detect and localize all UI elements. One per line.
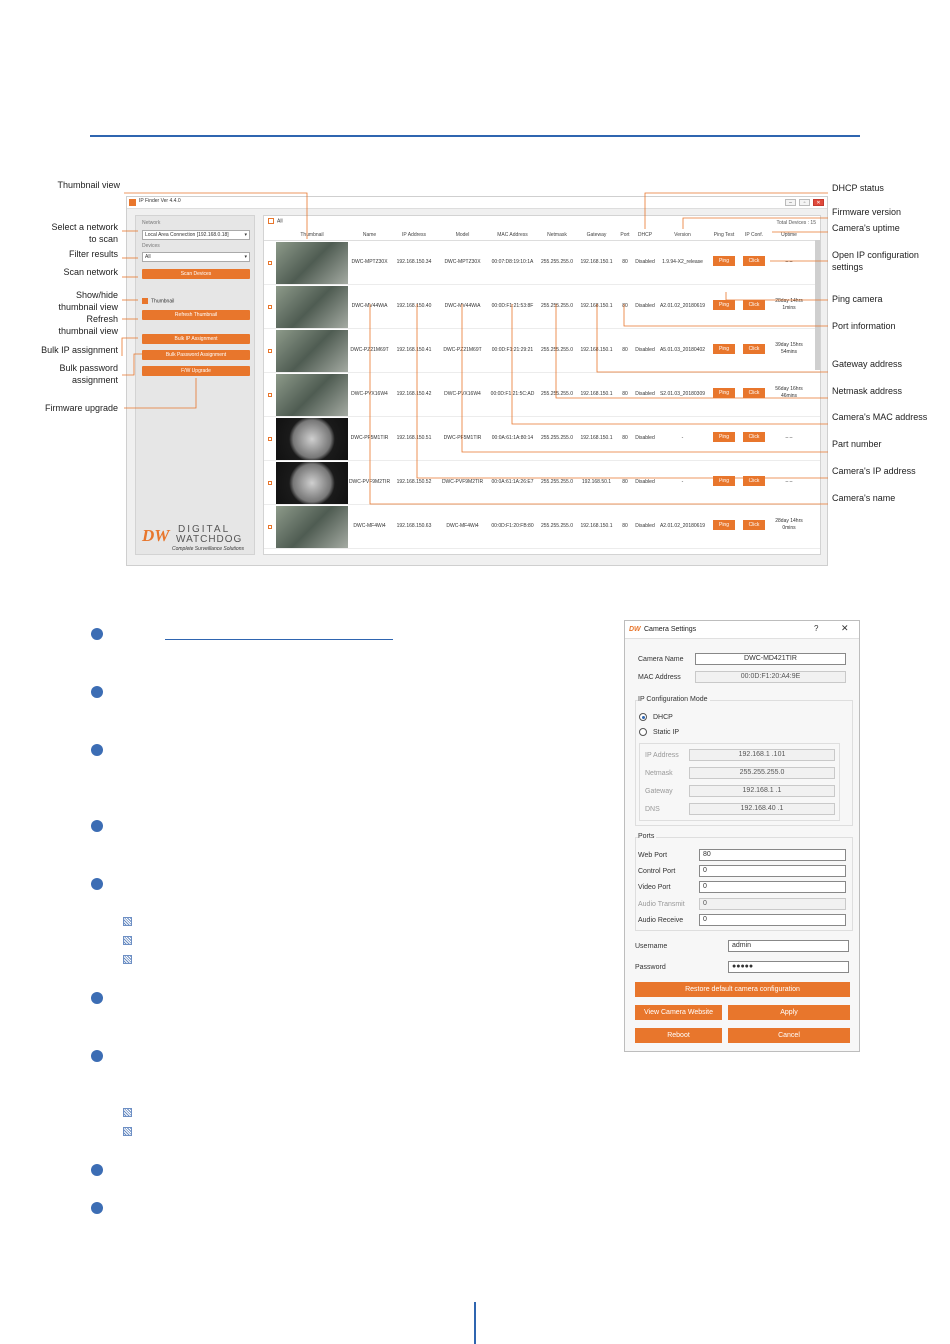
static-ip-radio[interactable] bbox=[639, 728, 647, 736]
control-port-label: Control Port bbox=[638, 868, 676, 875]
cell-dhcp: Disabled bbox=[635, 523, 655, 529]
cell-mac: 00:07:D8:19:10:1A bbox=[491, 259, 534, 265]
cell-uptime-line2: 0mins bbox=[782, 525, 796, 531]
ip-address-label: IP Address bbox=[645, 752, 679, 759]
dns-field: 192.168.40 .1 bbox=[689, 803, 835, 815]
cell-uptime-line2: 1mins bbox=[782, 305, 796, 311]
static-ip-label: Static IP bbox=[653, 729, 680, 736]
row-checkbox[interactable] bbox=[268, 525, 272, 529]
window-title: IP Finder Ver 4.4.0 bbox=[139, 198, 181, 204]
cell-gateway: 192.168.150.1 bbox=[580, 435, 613, 441]
refresh-thumbnail-button[interactable]: Refresh Thumbnail bbox=[142, 310, 250, 320]
ip-config-button[interactable]: Click bbox=[743, 388, 765, 398]
username-field[interactable]: admin bbox=[728, 940, 849, 952]
callout-ip-address: Camera's IP address bbox=[832, 466, 916, 476]
cell-mac: 00:0A:61:1A:26:E7 bbox=[491, 479, 534, 485]
username-label: Username bbox=[635, 943, 668, 950]
column-header[interactable]: Gateway bbox=[586, 232, 607, 238]
bulk-password-assignment-button[interactable]: Bulk Password Assignment bbox=[142, 350, 250, 360]
row-checkbox[interactable] bbox=[268, 349, 272, 353]
cell-dhcp: Disabled bbox=[635, 303, 655, 309]
callout-filter-results: Filter results bbox=[68, 249, 118, 259]
cell-netmask: 255.255.255.0 bbox=[541, 479, 573, 485]
cell-uptime: 39day 15hrs bbox=[775, 342, 803, 348]
ping-button[interactable]: Ping bbox=[713, 520, 735, 530]
cell-netmask: 255.255.255.0 bbox=[541, 523, 573, 529]
camera-name-label: Camera Name bbox=[638, 656, 684, 663]
control-port-field[interactable]: 0 bbox=[699, 865, 846, 877]
bullet-5 bbox=[91, 878, 103, 890]
bulk-ip-assignment-button[interactable]: Bulk IP Assignment bbox=[142, 334, 250, 344]
callout-firmware-version: Firmware version bbox=[832, 207, 902, 217]
mac-address-label: MAC Address bbox=[638, 674, 681, 681]
cell-model: DWC-MF4Wi4 bbox=[446, 523, 479, 529]
ip-config-button[interactable]: Click bbox=[743, 476, 765, 486]
cell-uptime: – – bbox=[785, 435, 793, 441]
column-header[interactable]: Thumbnail bbox=[300, 232, 324, 238]
cell-netmask: 255.255.255.0 bbox=[541, 259, 573, 265]
devices-label: Devices bbox=[142, 243, 160, 249]
bullet-3 bbox=[91, 744, 103, 756]
ip-finder-window bbox=[126, 196, 828, 566]
cell-name: DWC-MF4Wi4 bbox=[353, 523, 386, 529]
camera-thumbnail bbox=[276, 286, 348, 328]
cell-name: DWC-MV44WiA bbox=[351, 303, 388, 309]
gateway-field: 192.168.1 .1 bbox=[689, 785, 835, 797]
logo-word-2: WATCHDOG bbox=[176, 534, 243, 545]
table-row[interactable] bbox=[264, 241, 820, 285]
table-row[interactable] bbox=[264, 373, 820, 417]
bullet-7 bbox=[91, 1050, 103, 1062]
bullet-2 bbox=[91, 686, 103, 698]
row-checkbox[interactable] bbox=[268, 437, 272, 441]
dialog-title: Camera Settings bbox=[644, 626, 697, 633]
cell-mac: 00:0D:F1:21:53:8F bbox=[491, 303, 534, 309]
bullet-9 bbox=[91, 1202, 103, 1214]
netmask-field: 255.255.255.0 bbox=[689, 767, 835, 779]
scan-devices-button[interactable]: Scan Devices bbox=[142, 269, 250, 279]
cell-netmask: 255.255.255.0 bbox=[541, 435, 573, 441]
cell-gateway: 192.168.150.1 bbox=[580, 303, 613, 309]
cell-model: DWC-MV44WiA bbox=[444, 303, 481, 309]
help-button[interactable]: ? bbox=[814, 624, 819, 633]
thumbnail-label: Thumbnail bbox=[151, 298, 175, 305]
cell-version: A5.01.03_20180402 bbox=[659, 347, 706, 353]
cell-ip: 192.168.150.41 bbox=[396, 347, 432, 353]
close-button[interactable]: ✕ bbox=[813, 199, 824, 206]
maximize-button[interactable]: ▫ bbox=[799, 199, 810, 206]
minimize-button[interactable]: – bbox=[785, 199, 796, 206]
cell-version: S2.01.03_20180309 bbox=[659, 391, 706, 397]
cell-netmask: 255.255.255.0 bbox=[541, 347, 573, 353]
ping-button[interactable]: Ping bbox=[713, 344, 735, 354]
cell-model: DWC-PVX16W4 bbox=[444, 391, 481, 397]
cell-version: A2.01.02_20180619 bbox=[659, 303, 706, 309]
cell-port: 80 bbox=[622, 435, 628, 441]
network-value: Local Area Connection [192.168.0.18] bbox=[145, 232, 229, 238]
ip-config-button[interactable]: Click bbox=[743, 300, 765, 310]
video-port-label: Video Port bbox=[638, 884, 671, 891]
cell-gateway: 192.168.150.1 bbox=[580, 523, 613, 529]
column-header[interactable]: Version bbox=[674, 232, 691, 238]
web-port-label: Web Port bbox=[638, 852, 668, 859]
dns-label: DNS bbox=[645, 806, 660, 813]
cell-ip: 192.168.150.52 bbox=[396, 479, 432, 485]
cell-name: DWC-PVF9M2TIR bbox=[348, 479, 391, 485]
sub-bullet-icon bbox=[123, 955, 132, 964]
callout-part-number: Part number bbox=[832, 439, 882, 449]
select-all-label: All bbox=[277, 218, 283, 225]
apply-button[interactable]: Apply bbox=[728, 1005, 850, 1020]
ip-finder-titlebar bbox=[127, 197, 827, 209]
dw-logo-icon: DW bbox=[629, 626, 641, 633]
password-field[interactable]: ●●●●● bbox=[728, 961, 849, 973]
cell-dhcp: Disabled bbox=[635, 391, 655, 397]
cell-dhcp: Disabled bbox=[635, 479, 655, 485]
cell-ip: 192.168.150.34 bbox=[396, 259, 432, 265]
app-icon bbox=[129, 199, 136, 206]
sidebar bbox=[135, 215, 255, 555]
camera-thumbnail bbox=[276, 242, 348, 284]
cell-name: DWC-PZ21M69T bbox=[350, 347, 389, 353]
column-header[interactable]: Name bbox=[362, 232, 377, 238]
cell-port: 80 bbox=[622, 523, 628, 529]
sub-bullet-icon bbox=[123, 1127, 132, 1136]
cancel-button[interactable]: Cancel bbox=[728, 1028, 850, 1043]
callout-ping-camera: Ping camera bbox=[832, 294, 883, 304]
row-checkbox[interactable] bbox=[268, 393, 272, 397]
column-header[interactable]: Port bbox=[620, 232, 630, 238]
camera-name-field[interactable]: DWC-MD421TIR bbox=[695, 653, 846, 665]
audio-receive-field[interactable]: 0 bbox=[699, 914, 846, 926]
table-row[interactable] bbox=[264, 505, 820, 549]
network-label: Network bbox=[142, 220, 161, 226]
dhcp-radio[interactable] bbox=[639, 713, 647, 721]
cell-mac: 00:0D:F1:21:5C:AD bbox=[490, 391, 535, 397]
cell-uptime: 56day 16hrs bbox=[775, 386, 803, 392]
ping-button[interactable]: Ping bbox=[713, 432, 735, 442]
ip-config-button[interactable]: Click bbox=[743, 432, 765, 442]
web-port-field[interactable]: 80 bbox=[699, 849, 846, 861]
cell-ip: 192.168.150.40 bbox=[396, 303, 432, 309]
ping-button[interactable]: Ping bbox=[713, 388, 735, 398]
cell-gateway: 192.168.150.1 bbox=[580, 347, 613, 353]
logo-tagline: Complete Surveillance Solutions bbox=[172, 546, 244, 552]
cell-version: 1.9.94-X2_release bbox=[662, 259, 703, 265]
cell-uptime-line2: 46mins bbox=[780, 393, 798, 399]
callout-refresh-2: thumbnail view bbox=[58, 326, 118, 336]
page-marker bbox=[474, 1302, 476, 1344]
audio-transmit-field: 0 bbox=[699, 898, 846, 910]
camera-settings-dialog bbox=[624, 620, 860, 1052]
callout-firmware-upgrade: Firmware upgrade bbox=[44, 403, 118, 413]
column-header[interactable]: Uptime bbox=[781, 232, 797, 238]
callout-uptime: Camera's uptime bbox=[832, 223, 900, 233]
callout-gateway-address: Gateway address bbox=[832, 359, 903, 369]
cell-ip: 192.168.150.51 bbox=[396, 435, 432, 441]
cell-port: 80 bbox=[622, 391, 628, 397]
network-select[interactable] bbox=[142, 230, 250, 240]
sub-bullet-icon bbox=[123, 936, 132, 945]
cell-model: DWC-PZ21M69T bbox=[443, 347, 482, 353]
callout-open-ip-1: Open IP configuration bbox=[832, 250, 919, 260]
chevron-down-icon: ▾ bbox=[244, 232, 247, 238]
cell-mac: 00:0A:61:1A:80:14 bbox=[491, 435, 534, 441]
cell-uptime-line2: 54mins bbox=[780, 349, 798, 355]
cell-gateway: 192.168.150.1 bbox=[580, 391, 613, 397]
video-port-field[interactable]: 0 bbox=[699, 881, 846, 893]
callout-open-ip-2: settings bbox=[832, 262, 864, 272]
cell-gateway: 192.168.50.1 bbox=[581, 479, 612, 485]
ping-button[interactable]: Ping bbox=[713, 300, 735, 310]
column-header[interactable]: Model bbox=[455, 232, 470, 238]
logo-word-1: DIGITAL bbox=[178, 524, 231, 535]
camera-thumbnail bbox=[276, 506, 348, 548]
sub-bullet-icon bbox=[123, 917, 132, 926]
table-row[interactable] bbox=[264, 417, 820, 461]
ip-config-button[interactable]: Click bbox=[743, 256, 765, 266]
callout-bulk-password-1: Bulk password bbox=[59, 363, 118, 373]
row-checkbox[interactable] bbox=[268, 261, 272, 265]
cell-name: DWC-PVX16W4 bbox=[351, 391, 388, 397]
ping-button[interactable]: Ping bbox=[713, 476, 735, 486]
ip-address-field: 192.168.1 .101 bbox=[689, 749, 835, 761]
vertical-scrollbar[interactable] bbox=[815, 240, 820, 370]
bullet-8 bbox=[91, 1164, 103, 1176]
callout-select-network-2: to scan bbox=[88, 234, 118, 244]
cell-version: - bbox=[681, 435, 684, 441]
restore-default-button[interactable]: Restore default camera configuration bbox=[635, 982, 850, 997]
cell-netmask: 255.255.255.0 bbox=[541, 303, 573, 309]
cell-port: 80 bbox=[622, 259, 628, 265]
cell-dhcp: Disabled bbox=[635, 435, 655, 441]
bullet-6 bbox=[91, 992, 103, 1004]
callout-show-hide-1: Show/hide bbox=[75, 290, 118, 300]
cell-ip: 192.168.150.63 bbox=[396, 523, 432, 529]
cell-name: DWC-MPTZ30X bbox=[351, 259, 388, 265]
reboot-button[interactable]: Reboot bbox=[635, 1028, 722, 1043]
digital-watchdog-logo bbox=[140, 524, 254, 552]
dialog-titlebar bbox=[625, 621, 859, 639]
camera-thumbnail bbox=[276, 462, 348, 504]
netmask-label: Netmask bbox=[645, 770, 673, 777]
bullet-1 bbox=[91, 628, 103, 640]
sub-bullet-icon bbox=[123, 1108, 132, 1117]
table-row[interactable] bbox=[264, 329, 820, 373]
row-checkbox[interactable] bbox=[268, 481, 272, 485]
view-camera-website-button[interactable]: View Camera Website bbox=[635, 1005, 722, 1020]
cell-netmask: 255.255.255.0 bbox=[541, 391, 573, 397]
cell-uptime: 28day 14hrs bbox=[775, 518, 803, 524]
camera-thumbnail bbox=[276, 418, 348, 460]
cell-dhcp: Disabled bbox=[635, 259, 655, 265]
table-row[interactable] bbox=[264, 461, 820, 505]
ports-group-title: Ports bbox=[638, 833, 655, 840]
callout-scan-network: Scan network bbox=[63, 267, 118, 277]
callout-camera-name: Camera's name bbox=[832, 493, 896, 503]
cell-version: - bbox=[681, 479, 684, 485]
logo-mark: DW bbox=[142, 526, 170, 545]
callout-bulk-password-2: assignment bbox=[71, 375, 118, 385]
table-row[interactable] bbox=[264, 285, 820, 329]
column-header[interactable]: Netmask bbox=[547, 232, 567, 238]
callout-mac-address: Camera's MAC address bbox=[832, 412, 928, 422]
devices-filter-select[interactable] bbox=[142, 252, 250, 262]
top-rule bbox=[90, 135, 860, 137]
ping-button[interactable]: Ping bbox=[713, 256, 735, 266]
column-header[interactable]: IP Address bbox=[401, 232, 427, 238]
bullet-4 bbox=[91, 820, 103, 832]
select-all-checkbox[interactable] bbox=[268, 218, 283, 224]
audio-transmit-label: Audio Transmit bbox=[638, 901, 685, 908]
callout-dhcp-status: DHCP status bbox=[832, 183, 884, 193]
cell-uptime: – – bbox=[785, 259, 793, 265]
cell-model: DWC-PVF9M2TIR bbox=[441, 479, 484, 485]
cell-model: DWC-PF5M1TIR bbox=[443, 435, 482, 441]
cell-port: 80 bbox=[622, 347, 628, 353]
cell-name: DWC-PF5M1TIR bbox=[350, 435, 389, 441]
camera-thumbnail bbox=[276, 374, 348, 416]
ip-mode-group-title: IP Configuration Mode bbox=[638, 696, 708, 703]
column-header[interactable]: DHCP bbox=[637, 232, 653, 238]
cell-model: DWC-MPTZ30X bbox=[444, 259, 481, 265]
row-checkbox[interactable] bbox=[268, 305, 272, 309]
callout-thumbnail-view: Thumbnail view bbox=[57, 180, 120, 190]
checkbox-icon bbox=[268, 218, 274, 224]
cell-version: A2.01.02_20180619 bbox=[659, 523, 706, 529]
column-header[interactable]: MAC Address bbox=[497, 232, 528, 238]
audio-receive-label: Audio Receive bbox=[638, 917, 684, 924]
cell-ip: 192.168.150.42 bbox=[396, 391, 432, 397]
total-devices: Total Devices : 15 bbox=[776, 220, 816, 226]
dhcp-label: DHCP bbox=[653, 714, 673, 721]
cell-dhcp: Disabled bbox=[635, 347, 655, 353]
column-header[interactable]: IP Conf. bbox=[745, 232, 763, 238]
callout-port-information: Port information bbox=[832, 321, 896, 331]
callout-refresh-1: Refresh bbox=[86, 314, 118, 324]
cell-port: 80 bbox=[622, 303, 628, 309]
thumbnail-checkbox[interactable] bbox=[142, 298, 174, 304]
mac-address-field: 00:0D:F1:20:A4:9E bbox=[695, 671, 846, 683]
callout-netmask-address: Netmask address bbox=[832, 386, 903, 396]
chevron-down-icon: ▾ bbox=[244, 254, 247, 260]
ip-config-button[interactable]: Click bbox=[743, 520, 765, 530]
device-table bbox=[263, 215, 821, 555]
cell-uptime: – – bbox=[785, 479, 793, 485]
devices-value: All bbox=[145, 254, 151, 260]
password-label: Password bbox=[635, 964, 666, 971]
camera-thumbnail bbox=[276, 330, 348, 372]
cell-port: 80 bbox=[622, 479, 628, 485]
cell-uptime: 28day 14hrs bbox=[775, 298, 803, 304]
cell-gateway: 192.168.150.1 bbox=[580, 259, 613, 265]
cell-mac: 00:0D:F1:20:FB:80 bbox=[491, 523, 534, 529]
cell-mac: 00:0D:F1:21:29:21 bbox=[491, 347, 534, 353]
gateway-label: Gateway bbox=[645, 788, 673, 795]
column-header[interactable]: Ping Test bbox=[713, 232, 735, 238]
link-underline[interactable] bbox=[165, 639, 393, 640]
fw-upgrade-button[interactable]: F/W Upgrade bbox=[142, 366, 250, 376]
close-button[interactable]: ✕ bbox=[841, 623, 849, 633]
checkbox-checked-icon bbox=[142, 298, 148, 304]
callout-bulk-ip: Bulk IP assignment bbox=[41, 345, 118, 355]
ip-config-button[interactable]: Click bbox=[743, 344, 765, 354]
callout-select-network-1: Select a network bbox=[51, 222, 118, 232]
callout-show-hide-2: thumbnail view bbox=[58, 302, 118, 312]
